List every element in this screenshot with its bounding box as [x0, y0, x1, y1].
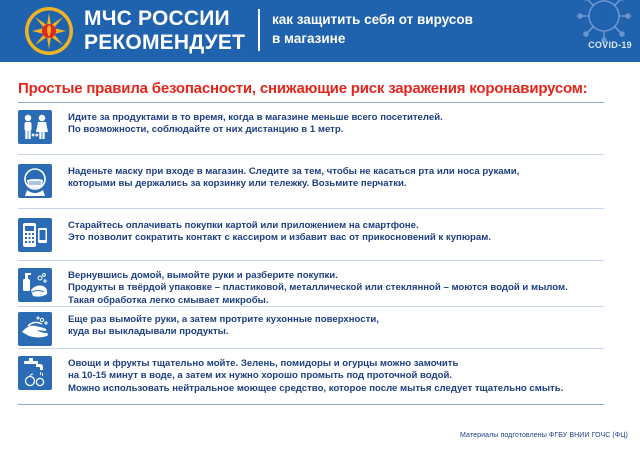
tip-line: Продукты в твёрдой упаковке – пластиковой, металлической или стеклянной – моются водой и мылом.: [68, 282, 568, 294]
headline: Простые правила безопасности, снижающие риск заражения коронавирусом:: [18, 80, 588, 97]
tip-line: Наденьте маску при входе в магазин. Следите за тем, чтобы не касаться рта или носа руками,: [68, 166, 520, 177]
tip-text: [68, 112, 628, 137]
tip-line: Овощи и фрукты тщательно мойте. Зелень, помидоры и огурцы можно замочить: [68, 358, 459, 369]
headline-divider: [18, 102, 604, 103]
tip-separator: [18, 260, 604, 261]
tip-line: которыми вы держались за корзинку или тележку. Возьмите перчатки.: [68, 178, 407, 190]
brand-line-2: РЕКОМЕНДУЕТ: [84, 31, 246, 54]
tip-line: По возможности, соблюдайте от них дистанцию в 1 метр.: [68, 124, 344, 136]
tip-text: [68, 220, 628, 245]
footer-divider: [18, 404, 604, 405]
washing-hands-icon: [18, 312, 52, 346]
people-distance-icon: [18, 110, 52, 144]
tip-line: Старайтесь оплачивать покупки картой или приложением на смартфоне.: [68, 220, 419, 231]
subtitle-line-1: как защитить себя от вирусов: [272, 12, 473, 27]
footer-credit: Материалы подготовлены ФГБУ ВНИИ ГОЧС (ФЦ): [460, 432, 628, 439]
tip-separator: [18, 306, 604, 307]
brand-title: [84, 7, 245, 55]
tip-text: [68, 358, 628, 395]
face-mask-icon: [18, 164, 52, 198]
tip-line: Вернувшись домой, вымойте руки и разберите покупки.: [68, 270, 338, 281]
tip-text: [68, 314, 628, 339]
card-payment-icon: [18, 218, 52, 252]
tip-separator: [18, 348, 604, 349]
tip-text: [68, 166, 628, 191]
covid-badge: COVID-19: [588, 40, 632, 50]
hand-wash-soap-icon: [18, 268, 52, 302]
subtitle-line-2: в магазине: [272, 31, 346, 46]
tip-line: Еще раз вымойте руки, а затем протрите кухонные поверхности,: [68, 314, 379, 325]
tip-separator: [18, 208, 604, 209]
tip-line: куда вы выкладывали продукты.: [68, 326, 229, 338]
tip-text: [68, 270, 628, 307]
brand-line-1: МЧС РОССИИ: [84, 7, 230, 30]
tip-line: на 10-15 минут в воде, а затем их нужно хорошо промыть под проточной водой.: [68, 370, 453, 382]
tip-line: Можно использовать нейтральное моющее средство, которое после мытья следует тщательно смыть.: [68, 382, 564, 394]
faucet-fruit-icon: [18, 356, 52, 390]
tip-line: Идите за продуктами в то время, когда в магазине меньше всего посетителей.: [68, 112, 443, 123]
tip-line: Это позволит сократить контакт с кассиром и избавит вас от прикосновений к купюрам.: [68, 232, 491, 244]
mchs-emblem-icon: [22, 3, 76, 59]
tip-separator: [18, 154, 604, 155]
header-subtitle: [272, 10, 473, 48]
header-divider: [258, 9, 260, 51]
header-banner: [0, 0, 640, 62]
tip-line: Такая обработка легко смывает микробы.: [68, 294, 269, 306]
